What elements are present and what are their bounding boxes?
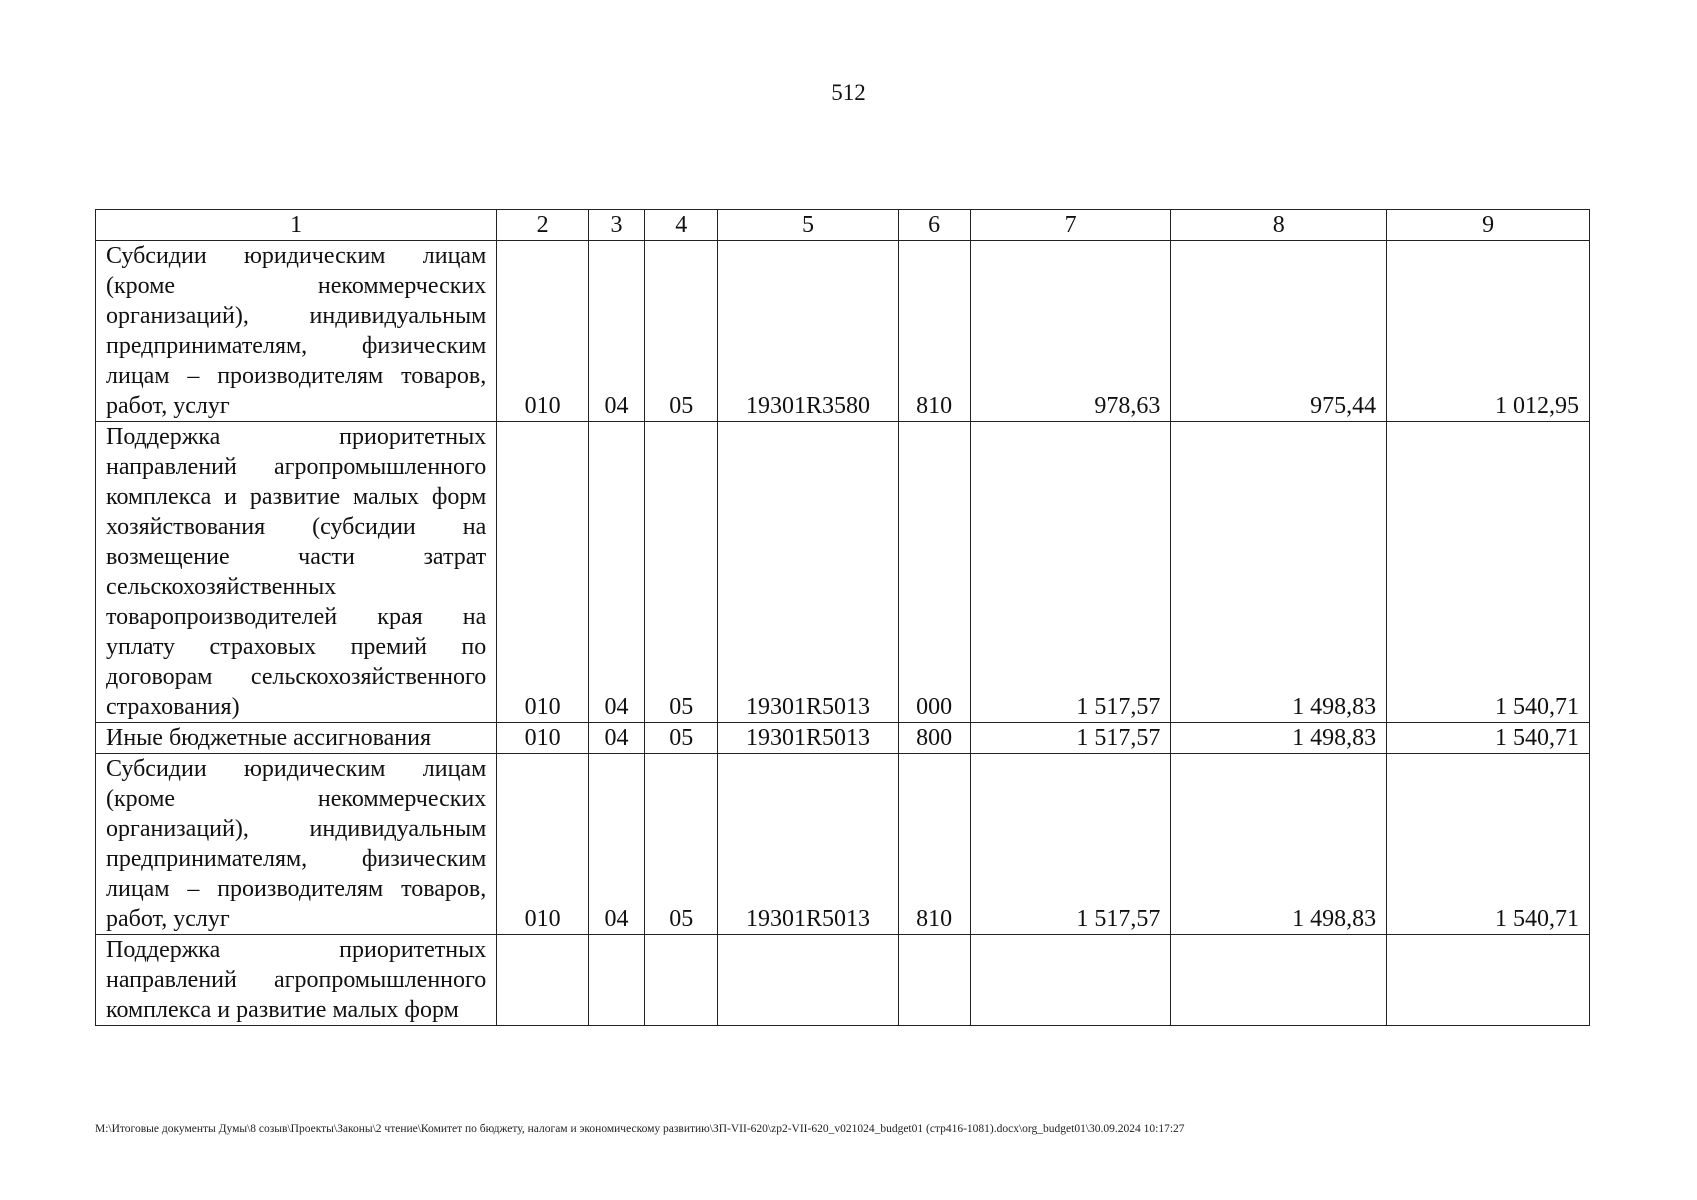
row-code-3: 04: [588, 241, 644, 422]
header-cell-7: 7: [970, 210, 1171, 241]
row-amount-9: 1 540,71: [1387, 723, 1590, 754]
header-cell-1: 1: [96, 210, 497, 241]
row-code-6: [898, 935, 970, 1026]
header-cell-4: 4: [645, 210, 718, 241]
row-code-2: 010: [497, 422, 589, 723]
row-code-5: 19301R3580: [718, 241, 898, 422]
table-row: [96, 241, 1590, 422]
footer-file-path: M:\Итоговые документы Думы\8 созыв\Проекты\Законы\2 чтение\Комитет по бюджету, налогам и экономическому развитию\ЗП-VII-620\zp2-VII-620_v021024_budget01 (стр416-1081).docx\org_budget01\30.09.2024 10:17:27: [95, 1123, 1185, 1135]
header-cell-6: 6: [898, 210, 970, 241]
row-amount-9: 1 540,71: [1387, 754, 1590, 935]
row-code-2: 010: [497, 723, 589, 754]
header-cell-2: 2: [497, 210, 589, 241]
table-row: [96, 422, 1590, 723]
table-row: [96, 723, 1590, 754]
row-code-5: 19301R5013: [718, 422, 898, 723]
row-amount-8: 1 498,83: [1171, 422, 1387, 723]
row-code-4: 05: [645, 241, 718, 422]
row-amount-7: 978,63: [970, 241, 1171, 422]
row-code-4: 05: [645, 422, 718, 723]
row-amount-8: 975,44: [1171, 241, 1387, 422]
row-amount-7: 1 517,57: [970, 422, 1171, 723]
row-code-5: 19301R5013: [718, 723, 898, 754]
row-amount-7: 1 517,57: [970, 754, 1171, 935]
row-code-2: [497, 935, 589, 1026]
row-code-6: 000: [898, 422, 970, 723]
row-description: Субсидии юридическим лицам (кроме некоммерческих организаций), индивидуальным предпринимателям, физическим лицам – производителям товаров, работ, услуг: [96, 754, 497, 935]
row-description: Субсидии юридическим лицам (кроме некоммерческих организаций), индивидуальным предпринимателям, физическим лицам – производителям товаров, работ, услуг: [96, 241, 497, 422]
row-code-6: 810: [898, 241, 970, 422]
row-code-3: 04: [588, 422, 644, 723]
row-amount-9: 1 012,95: [1387, 241, 1590, 422]
header-cell-3: 3: [588, 210, 644, 241]
table-row: [96, 935, 1590, 1026]
row-code-5: [718, 935, 898, 1026]
row-code-2: 010: [497, 754, 589, 935]
row-code-4: 05: [645, 754, 718, 935]
row-code-4: [645, 935, 718, 1026]
row-description: Иные бюджетные ассигнования: [96, 723, 497, 754]
header-cell-8: 8: [1171, 210, 1387, 241]
row-amount-9: [1387, 935, 1590, 1026]
row-code-6: 800: [898, 723, 970, 754]
row-amount-7: [970, 935, 1171, 1026]
row-code-2: 010: [497, 241, 589, 422]
header-cell-5: 5: [718, 210, 898, 241]
table-header-row: [96, 210, 1590, 241]
row-amount-9: 1 540,71: [1387, 422, 1590, 723]
row-amount-8: 1 498,83: [1171, 754, 1387, 935]
row-amount-8: [1171, 935, 1387, 1026]
page-number: 512: [831, 80, 866, 105]
row-code-3: 04: [588, 723, 644, 754]
row-code-5: 19301R5013: [718, 754, 898, 935]
row-code-3: [588, 935, 644, 1026]
row-description: Поддержка приоритетных направлений агропромышленного комплекса и развитие малых форм: [96, 935, 497, 1026]
header-cell-9: 9: [1387, 210, 1590, 241]
row-code-4: 05: [645, 723, 718, 754]
row-amount-8: 1 498,83: [1171, 723, 1387, 754]
row-code-3: 04: [588, 754, 644, 935]
row-amount-7: 1 517,57: [970, 723, 1171, 754]
row-description: Поддержка приоритетных направлений агропромышленного комплекса и развитие малых форм хозяйствования (субсидии на возмещение части затрат сельскохозяйственных товаропроизводителей края на уплату страховых премий по договорам сельскохозяйственного страхования): [96, 422, 497, 723]
budget-table: [95, 209, 1590, 1026]
table-row: [96, 754, 1590, 935]
row-code-6: 810: [898, 754, 970, 935]
